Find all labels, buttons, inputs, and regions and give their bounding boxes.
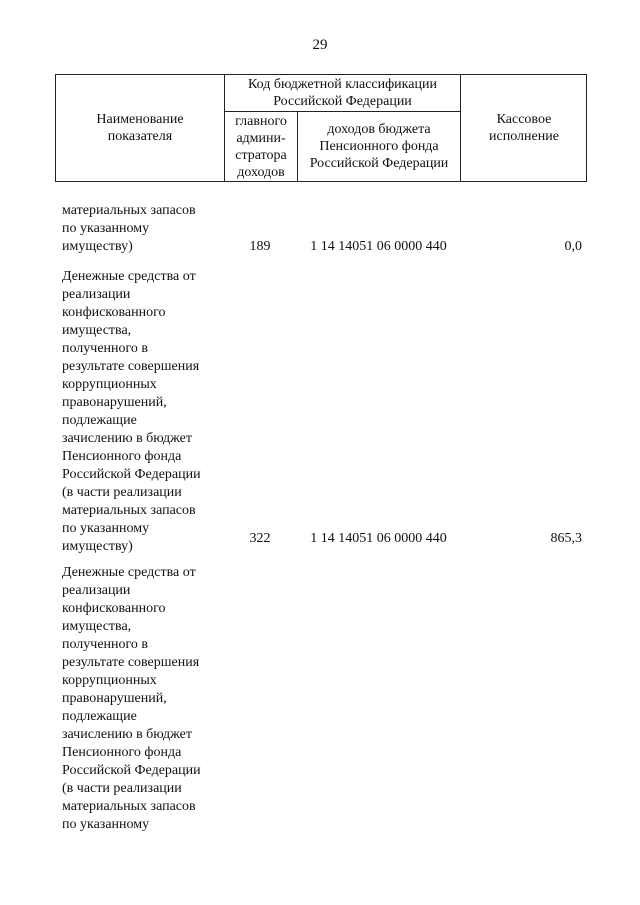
header-cash-execution-text: Кассовое исполнение xyxy=(489,112,559,144)
row-budget-code: 1 14 14051 06 0000 440 xyxy=(310,531,447,546)
row-admin-code: 322 xyxy=(249,531,271,546)
row-indicator-name: материальных запасов по указанному имуществу) xyxy=(62,203,196,254)
header-main-administrator xyxy=(225,112,297,181)
row-indicator-name: Денежные средства от реализации конфискованного имущества, полученного в результате совершения коррупционных правонарушений, подлежащие зачислению в бюджет Пенсионного фонда Российской Федерации (в части реализации материальных запасов по указанному xyxy=(62,565,201,832)
header-classification-code-text: Код бюджетной классификации Российской Федерации xyxy=(248,77,437,109)
row-amount: 865,3 xyxy=(550,531,582,546)
header-main-administrator-text: главного админи- стратора доходов xyxy=(235,113,287,180)
page-number: 29 xyxy=(312,37,328,53)
row-indicator-name: Денежные средства от реализации конфискованного имущества, полученного в результате совершения коррупционных правонарушений, подлежащие зачислению в бюджет Пенсионного фонда Российской Федерации (в части реализации материальных запасов по указанному имуществу) xyxy=(62,269,201,554)
row-amount: 0,0 xyxy=(564,239,582,254)
header-budget-revenue xyxy=(298,112,460,181)
header-indicator-name-text: Наименование показателя xyxy=(96,112,184,144)
row-budget-code: 1 14 14051 06 0000 440 xyxy=(310,239,447,254)
header-classification-code xyxy=(225,75,460,111)
row-admin-code: 189 xyxy=(249,239,271,254)
table-header xyxy=(55,74,587,182)
header-indicator-name xyxy=(56,75,224,181)
header-cash-execution xyxy=(461,75,587,181)
header-budget-revenue-text: доходов бюджета Пенсионного фонда Российской Федерации xyxy=(309,122,449,171)
